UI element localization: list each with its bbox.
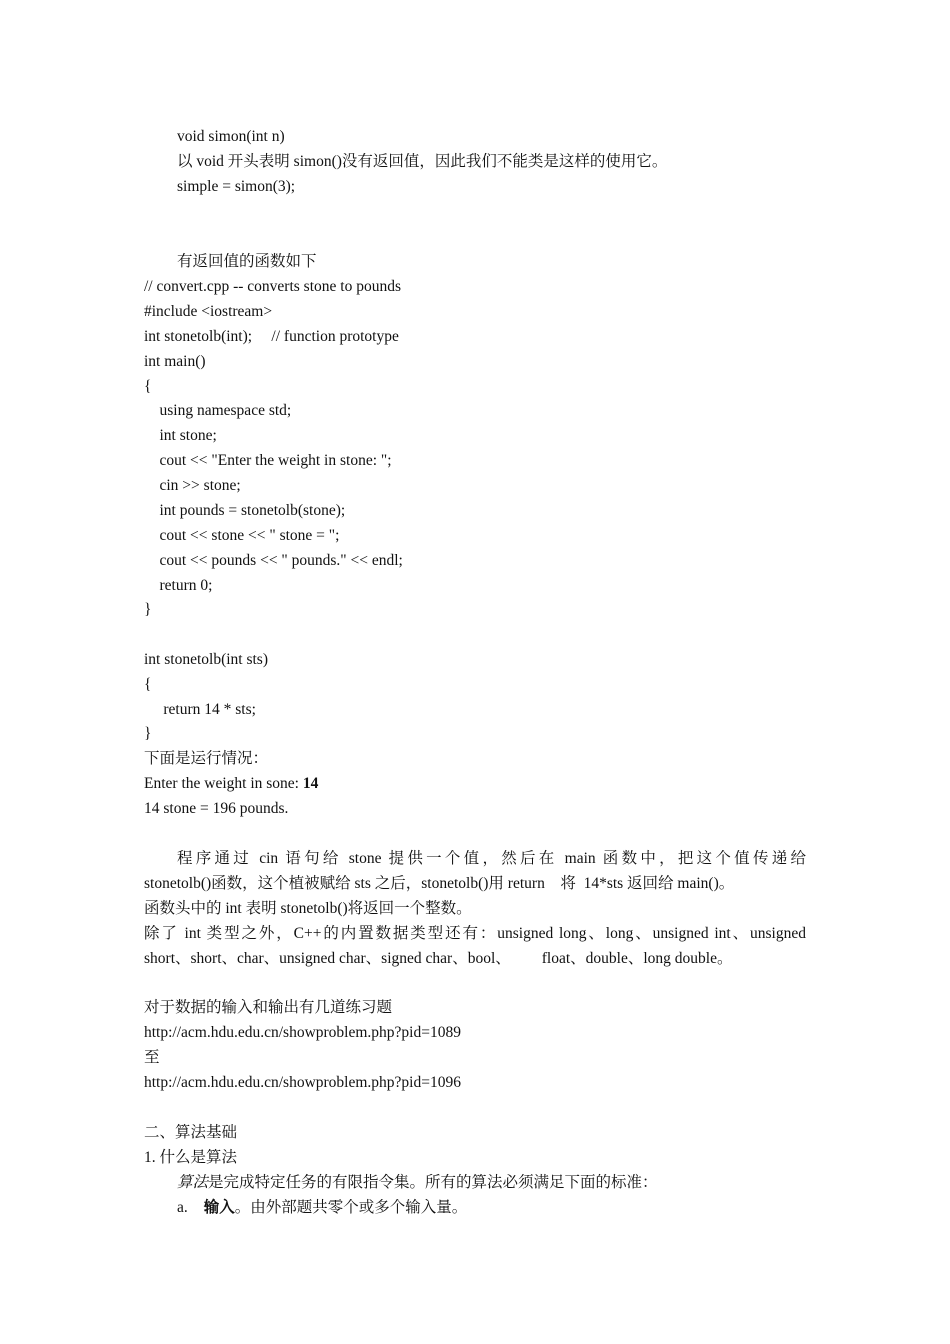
run-prompt: Enter the weight in sone: (144, 775, 303, 792)
code-line: int main() (144, 353, 206, 370)
code-line: cin >> stone; (144, 477, 241, 494)
algorithm-definition (177, 1173, 658, 1193)
code-line: { (144, 378, 152, 395)
criteria-item-a (177, 1198, 467, 1218)
exercises-heading: 对于数据的输入和输出有几道练习题 (144, 999, 393, 1016)
code-line: int stonetolb(int sts) (144, 651, 268, 668)
simon-explanation: 以 void 开头表明 simon()没有返回值，因此我们不能类是这样的使用它。 (177, 153, 668, 170)
run-heading: 下面是运行情况： (144, 750, 269, 767)
exercise-link-start: http://acm.hdu.edu.cn/showproblem.php?pid=1089 (144, 1024, 461, 1041)
criteria-term: 输入 (203, 1199, 235, 1216)
simon-misuse-example: simple = simon(3); (177, 178, 296, 195)
code-line: using namespace std; (144, 402, 292, 419)
code-line: return 14 * sts; (144, 701, 256, 718)
code-line: } (144, 725, 152, 742)
code-line: int stone; (144, 427, 217, 444)
code-line: return 0; (144, 577, 213, 594)
criteria-marker: a. (177, 1199, 188, 1216)
algorithm-definition-text: 是完成特定任务的有限指令集。所有的算法必须满足下面的标准： (208, 1174, 658, 1191)
code-line: } (144, 601, 152, 618)
exercise-range-word: 至 (144, 1049, 160, 1066)
explanation-p3-line1: 除了 int 类型之外，C++的内置数据类型还有：unsigned long、long、unsigned int、unsigned (144, 925, 806, 942)
explanation-p1-line2: stonetolb()函数，这个植被赋给 sts 之后，stonetolb()用 return 将 14*sts 返回给 main()。 (144, 875, 735, 892)
exercise-link-end: http://acm.hdu.edu.cn/showproblem.php?pid=1096 (144, 1074, 461, 1091)
explanation-p2: 函数头中的 int 表明 stonetolb()将返回一个整数。 (144, 900, 472, 917)
run-input: 14 (302, 775, 319, 792)
return-function-intro: 有返回值的函数如下 (177, 253, 317, 270)
explanation-p3-line2: short、short、char、unsigned char、signed char、bool、 float、double、long double。 (144, 950, 733, 967)
code-line: { (144, 676, 152, 693)
code-line: int pounds = stonetolb(stone); (144, 502, 346, 519)
subsection-heading: 1. 什么是算法 (144, 1149, 238, 1166)
criteria-text: 。由外部题共零个或多个输入量。 (234, 1199, 468, 1216)
code-line: cout << stone << " stone = "; (144, 527, 340, 544)
code-line: cout << pounds << " pounds." << endl; (144, 552, 403, 569)
run-prompt-line (144, 774, 318, 794)
chapter-heading: 二、算法基础 (144, 1124, 238, 1141)
code-line: cout << "Enter the weight in stone: "; (144, 452, 392, 469)
simon-signature: void simon(int n) (177, 128, 285, 145)
code-line: #include <iostream> (144, 303, 273, 320)
code-line: // convert.cpp -- converts stone to pounds (144, 278, 401, 295)
code-line: int stonetolb(int); // function prototype (144, 328, 399, 345)
explanation-p1-line1: 程序通过 cin 语句给 stone 提供一个值，然后在 main 函数中，把这个值传递给 (177, 850, 806, 867)
run-result: 14 stone = 196 pounds. (144, 800, 289, 817)
algorithm-term: 算法 (177, 1174, 209, 1191)
